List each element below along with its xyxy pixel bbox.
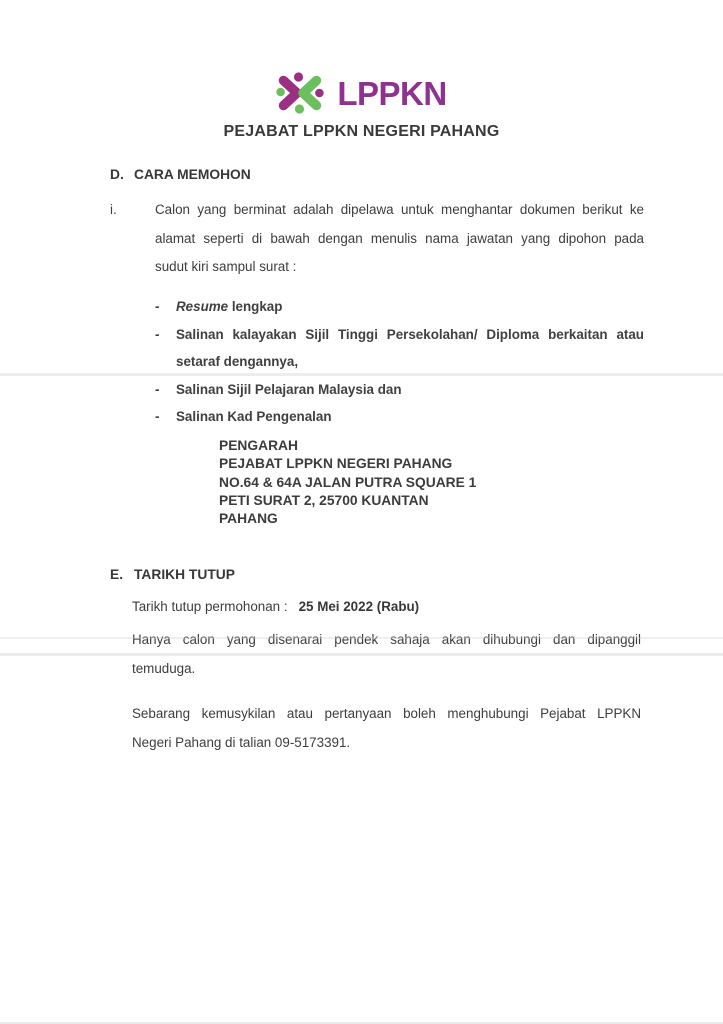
section-d-letter: D. (110, 167, 124, 182)
item-i-label: i. (110, 202, 117, 217)
address-line: PENGARAH (219, 438, 298, 453)
lppkn-logo (0, 70, 723, 116)
lppkn-logo-icon (276, 72, 324, 114)
dash-bullet-icon: - (155, 381, 160, 397)
required-documents-list (155, 293, 644, 431)
paragraph-line: Calon yang berminat adalah dipelawa untuk menghantar dokumen berikut ke (155, 202, 644, 217)
list-item-text (176, 293, 644, 321)
address-line: NO.64 & 64A JALAN PUTRA SQUARE 1 (219, 474, 477, 490)
section-e-title: TARIKH TUTUP (134, 567, 235, 582)
address-line: PEJABAT LPPKN NEGERI PAHANG (219, 456, 453, 472)
office-title: PEJABAT LPPKN NEGERI PAHANG (223, 123, 500, 140)
note-line: Sebarang kemusykilan atau pertanyaan boleh menghubungi Pejabat LPPKN (132, 706, 641, 721)
closing-date-label: Tarikh tutup permohonan : (132, 599, 288, 614)
list-item-text (176, 403, 644, 431)
note-line: Hanya calon yang disenarai pendek sahaja akan dihubungi dan dipanggil (132, 632, 641, 647)
list-item (155, 376, 644, 404)
section-d-heading (110, 166, 251, 184)
list-item (155, 321, 644, 376)
section-e-heading (110, 566, 235, 584)
address-line: PETI SURAT 2, 25700 KUANTAN (219, 492, 429, 508)
contact-note (132, 700, 641, 757)
list-item (155, 293, 644, 321)
resume-word-italic: Resume (176, 299, 229, 314)
item-i-text (155, 196, 644, 282)
list-item (155, 403, 644, 431)
mailing-address-block (219, 437, 476, 528)
list-item-line: setaraf dengannya, (176, 354, 299, 369)
document-header (0, 70, 723, 141)
note-line: temuduga. (132, 660, 196, 676)
list-item-line: Salinan Kad Pengenalan (176, 409, 332, 424)
section-e-letter: E. (110, 567, 124, 582)
dash-bullet-icon: - (155, 326, 160, 342)
list-item-text (176, 376, 644, 404)
list-item-line: Salinan kalayakan Sijil Tinggi Persekolahan/ Diploma berkaitan atau (176, 326, 644, 342)
closing-date-value: 25 Mei 2022 (Rabu) (298, 599, 420, 614)
dash-bullet-icon: - (155, 409, 160, 424)
dash-bullet-icon: - (155, 299, 160, 314)
list-item-line: Salinan Sijil Pelajaran Malaysia dan (176, 381, 402, 397)
list-item-rest: lengkap (228, 299, 283, 314)
list-item-text (176, 321, 644, 376)
address-line: PAHANG (219, 511, 278, 527)
lppkn-logo-wordmark: LPPKN (337, 74, 447, 112)
paragraph-line: sudut kiri sampul surat : (155, 259, 297, 274)
item-i-paragraph (110, 196, 644, 282)
section-d-title: CARA MEMOHON (134, 167, 251, 182)
note-line: Negeri Pahang di talian 09-5173391. (132, 734, 351, 750)
closing-date-line (132, 593, 419, 621)
shortlist-note (132, 626, 641, 683)
paragraph-line: alamat seperti di bawah dengan menulis nama jawatan yang dipohon pada (155, 230, 644, 246)
